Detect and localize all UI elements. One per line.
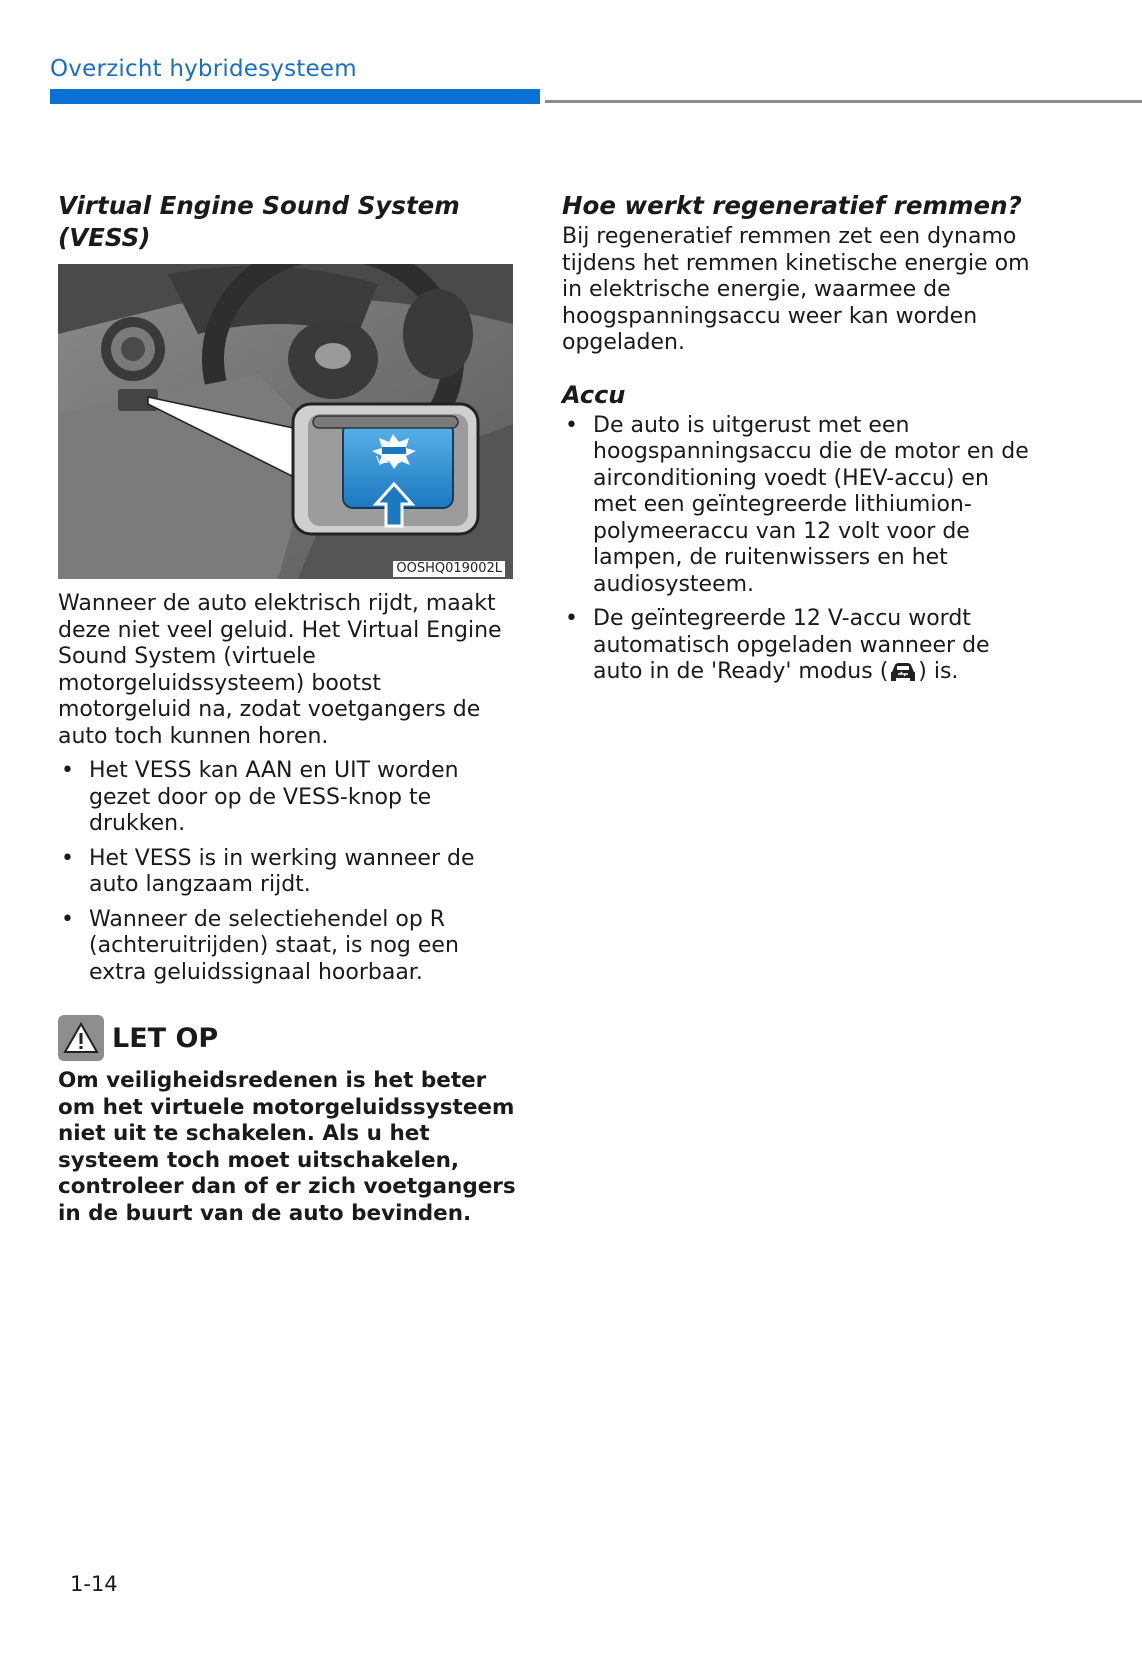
header-divider [545, 100, 1142, 103]
figure-code: OOSHQ019002L [393, 561, 505, 577]
vess-button-label: VESS [376, 455, 402, 466]
header-title: Overzicht hybridesysteem [50, 56, 357, 82]
vess-figure [58, 264, 513, 579]
bullet-dot: • [61, 906, 74, 932]
vess-intro: Wanneer de auto elektrisch rijdt, maakt deze niet veel geluid. Het Virtual Engine Sound System (virtuele motorgeluidssysteem) bootst motorgeluid na, zodat voetgangers de auto toch kunnen horen. [58, 591, 502, 749]
list-item: • Het VESS kan AAN en UIT worden gezet door op de VESS-knop te drukken. [61, 758, 459, 836]
ready-car-icon [888, 660, 918, 682]
warning-triangle-icon [58, 1015, 104, 1061]
header-accent-bar [50, 89, 540, 104]
bullet-dot: • [565, 412, 578, 438]
list-item: • De auto is uitgerust met een hoogspanningsaccu die de motor en de airconditioning voedt (HEV-accu) en met een geïntegreerde lithiumion-polymeeraccu van 12 volt voor de lampen, de ruitenwissers en het audiosysteem. [565, 412, 1029, 597]
caution-text: Om veiligheidsredenen is het beter om het virtuele motorgeluidssysteem niet uit te schakelen. Als u het systeem toch moet uitschakelen, controleer dan of er zich voetgangers in de buurt van de auto bevinden. [58, 1068, 516, 1226]
page-number: 1-14 [70, 1572, 118, 1596]
accu-title: Accu [562, 380, 626, 409]
bullet-dot: • [61, 758, 74, 783]
right-column [562, 190, 1032, 694]
list-item: • Het VESS is in werking wanneer de auto langzaam rijdt. [61, 845, 475, 897]
caution-header [58, 1014, 518, 1062]
regen-section-title: Hoe werkt regeneratief remmen? [562, 191, 1022, 220]
vess-section-title: Virtual Engine Sound System (VESS) [58, 191, 460, 252]
bullet-dot: • [61, 845, 74, 871]
left-column [58, 190, 518, 1227]
accu-bullet-list [562, 413, 1032, 686]
regen-paragraph: Bij regeneratief remmen zet een dynamo tijdens het remmen kinetische energie om in elektrische energie, waarmee de hoogspanningsaccu weer kan worden opgeladen. [562, 224, 1030, 355]
caution-label: LET OP [112, 1022, 219, 1054]
bullet-dot: • [565, 606, 578, 631]
vess-bullet-list [58, 758, 518, 986]
dashboard-illustration [58, 264, 513, 579]
list-item: • Wanneer de selectiehendel op R (achteruitrijden) staat, is nog een extra geluidssignaal hoorbaar. [61, 906, 459, 985]
list-item: • De geïntegreerde 12 V-accu wordt automatisch opgeladen wanneer de auto in de 'Ready' modus ( ) is. [565, 606, 990, 684]
